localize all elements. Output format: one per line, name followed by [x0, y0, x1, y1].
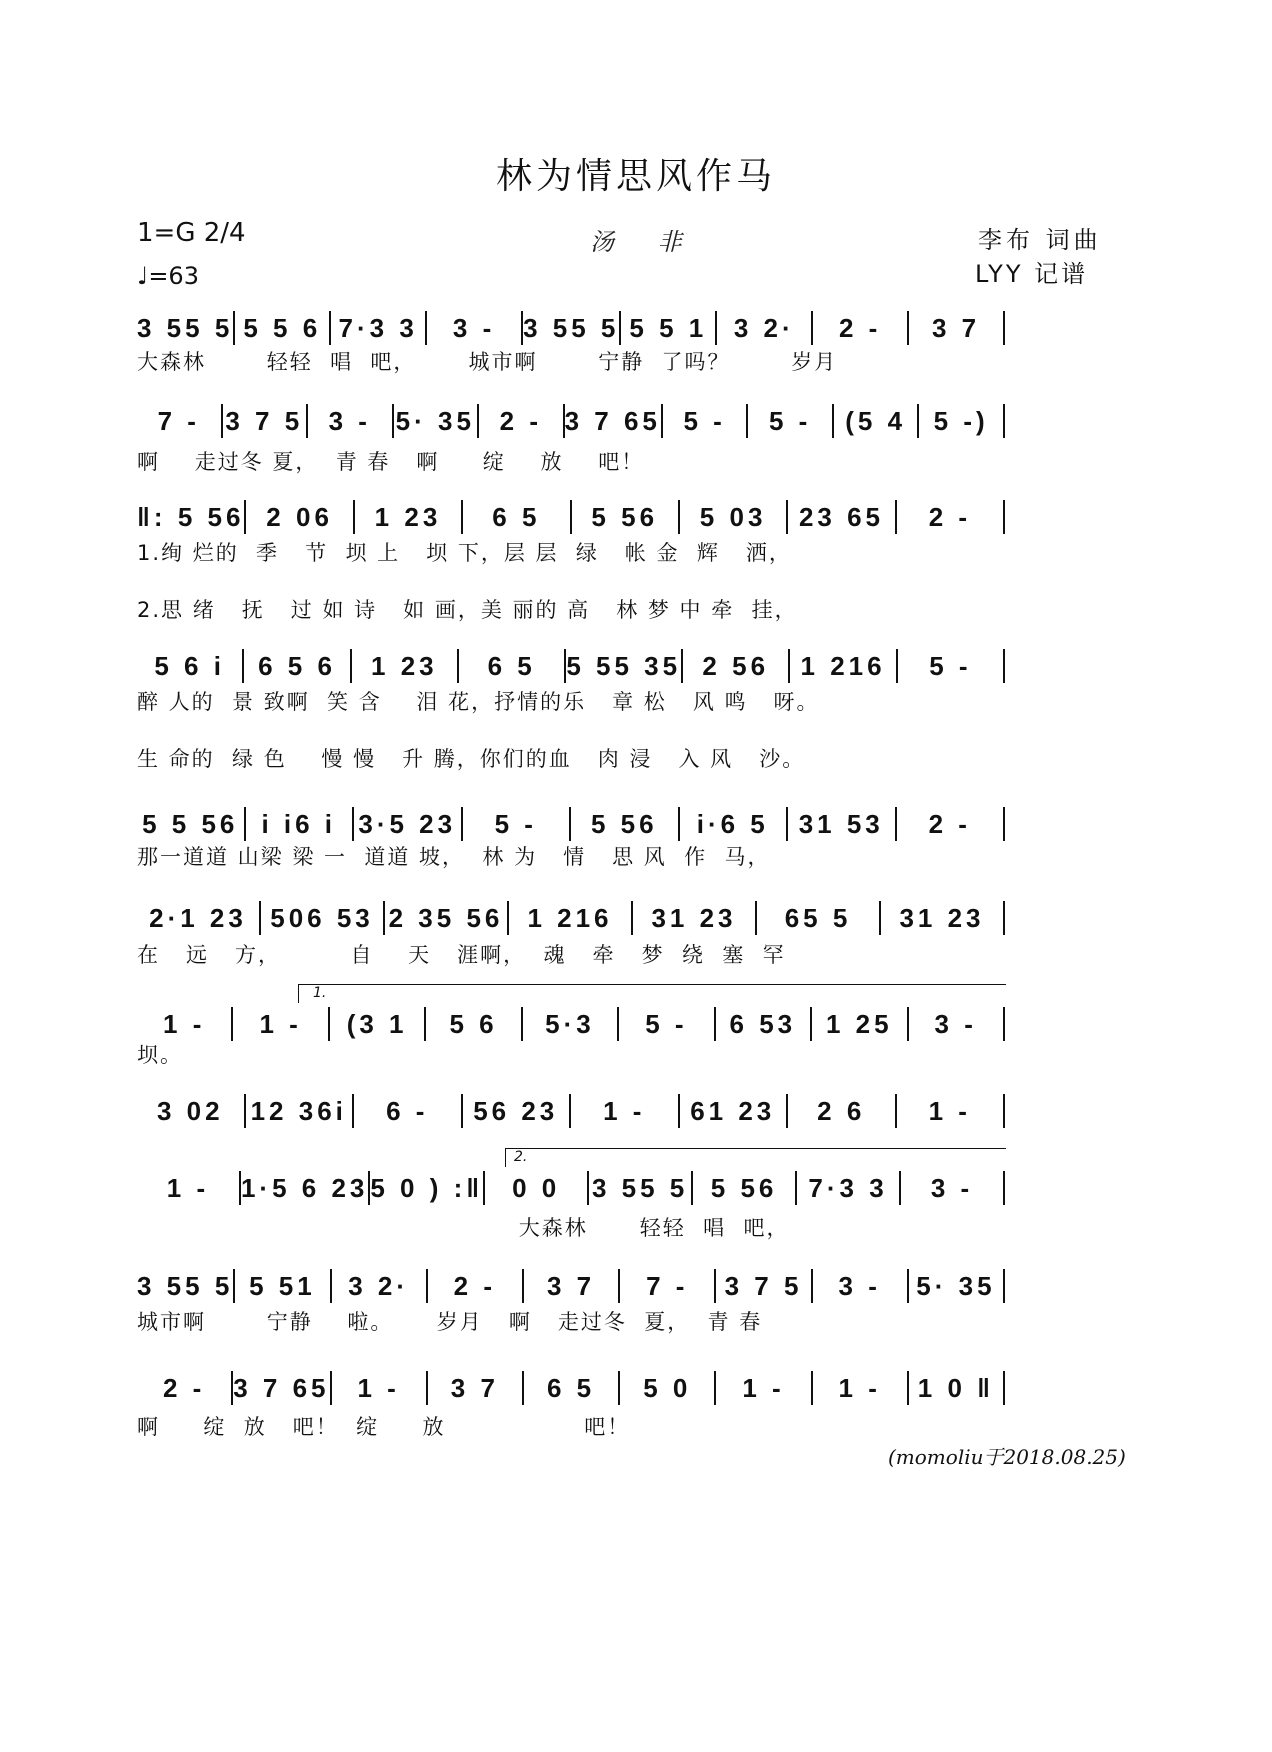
volta-bracket-2 [505, 1148, 1006, 1167]
measure: 5 - [494, 808, 537, 839]
notation-line [137, 311, 1005, 345]
notation-line [137, 404, 1005, 438]
transcriber: LYY 记谱 [975, 260, 1089, 288]
measure: 7·3 3 [338, 312, 418, 343]
transcription-signature: (momoliu于2018.08.25) [888, 1445, 1126, 1469]
lyrics-line: 生 命的 绿 色 慢 慢 升 腾，你们的血 肉 浸 入 风 沙。 [137, 747, 806, 771]
measure: 3 55 5 [523, 312, 620, 343]
measure: 3 7 5 [225, 405, 304, 436]
measure: 5 - [929, 650, 972, 681]
measure: 3 55 5 [137, 312, 234, 343]
measure: 1 - [603, 1095, 646, 1126]
measure: i i6 i [261, 808, 337, 839]
measure: i·6 5 [696, 808, 769, 839]
measure: 1 25 [825, 1008, 893, 1039]
measure: 6 5 [546, 1372, 596, 1403]
measure: 5 - [768, 405, 812, 436]
measure: 3 55 5 [591, 1172, 689, 1203]
measure: 1 23 [374, 501, 442, 532]
measure: 2·1 23 [149, 902, 247, 933]
measure: 2 - [162, 1372, 206, 1403]
measure: 3 7 5 [724, 1270, 803, 1301]
volta-label: 2. [514, 1149, 528, 1165]
measure: 1 - [838, 1372, 881, 1403]
measure: (3 1 [346, 1008, 408, 1039]
barline [1003, 649, 1005, 683]
measure: 6 53 [729, 1008, 797, 1039]
measure: 3 7 [932, 312, 981, 343]
barline [1003, 1371, 1005, 1405]
measure: 7 - [646, 1270, 689, 1301]
measure: 1 216 [800, 650, 886, 681]
measure: 7 - [157, 405, 200, 436]
measure: 3 - [934, 1008, 977, 1039]
measure: 1 - [163, 1008, 206, 1039]
volta-label: 1. [313, 985, 327, 1001]
measure: 0 0 [512, 1172, 561, 1203]
measure: 61 23 [690, 1095, 776, 1126]
notation-line [137, 1269, 1005, 1303]
measure: 5 5 56 [142, 808, 239, 839]
lyrics-line: 城市啊 宁静 啦。 岁月 啊 走过冬 夏， 青 春 [137, 1310, 763, 1334]
measure: 3 02 [156, 1095, 224, 1126]
key-signature: 1=G 2/4 [137, 218, 246, 248]
measure: 2 - [928, 808, 971, 839]
measure: 1 - [259, 1008, 302, 1039]
measure: 5 6 [449, 1008, 498, 1039]
measure: 23 65 [798, 501, 885, 532]
barline [1003, 807, 1005, 841]
measure: 5 - [683, 405, 726, 436]
measure: 31 53 [798, 808, 884, 839]
lyrics-line: 醉 人的 景 致啊 笑 含 泪 花，抒情的乐 章 松 风 鸣 呀。 [137, 690, 820, 714]
measure: 2 6 [817, 1095, 866, 1126]
tempo-mark: ♩=63 [137, 262, 199, 290]
lyrics-line: 啊 绽 放 吧！ 绽 放 吧！ [137, 1415, 631, 1439]
measure: (5 4 [845, 405, 907, 436]
measure: 3 2· [733, 312, 795, 343]
measure: ‖: 5 56 [137, 501, 245, 532]
measure: 2 56 [702, 650, 770, 681]
notation-line [137, 1371, 1005, 1405]
measure: 5 56 [591, 501, 659, 532]
barline [1003, 1007, 1005, 1041]
measure: 6 - [386, 1095, 429, 1126]
notation-line [137, 500, 1005, 534]
measure: 56 23 [473, 1095, 559, 1126]
measure: 2 - [499, 405, 542, 436]
measure: 5 6 i [154, 650, 225, 681]
lyrics-line: 2.思 绪 抚 过 如 诗 如 画，美 丽的 高 林 梦 中 牵 挂， [137, 598, 798, 622]
measure: 1 216 [527, 902, 613, 933]
barline [1003, 404, 1005, 438]
measure: 1 23 [371, 650, 438, 681]
singer: 汤 非 [590, 228, 700, 256]
measure: 1 0 ‖ [917, 1372, 995, 1403]
notation-line [137, 807, 1005, 841]
measure: 2 06 [266, 501, 333, 532]
measure: 7·3 3 [808, 1172, 888, 1203]
measure: 5 55 35 [566, 650, 682, 681]
measure: 31 23 [651, 902, 737, 933]
measure: 5 0 [643, 1372, 692, 1403]
barline [1003, 1171, 1005, 1205]
notation-line [137, 1094, 1005, 1128]
measure: 5 56 [590, 808, 658, 839]
measure: 6 5 [487, 650, 536, 681]
lyrics-line: 大森林 轻轻 唱 吧， [137, 1216, 790, 1240]
measure: 31 23 [899, 902, 985, 933]
measure: 5·3 [545, 1008, 595, 1039]
measure: 3·5 23 [358, 808, 457, 839]
measure: 5 51 [249, 1270, 316, 1301]
measure: 1 - [357, 1372, 400, 1403]
lyrics-line: 1.绚 烂的 季 节 坝 上 坝 下，层 层 绿 帐 金 辉 洒， [137, 541, 792, 565]
measure: 5 - [645, 1008, 688, 1039]
barline [1003, 311, 1005, 345]
measure: 5 5 6 [243, 312, 322, 343]
measure: 1 - [742, 1372, 785, 1403]
measure: 2 - [838, 312, 882, 343]
notation-line [137, 901, 1005, 935]
measure: 5 0 ) :‖ [370, 1172, 484, 1203]
barline [1003, 500, 1005, 534]
measure: 5 5 1 [629, 312, 708, 343]
measure: 3 7 65 [233, 1372, 330, 1403]
notation-line [137, 1007, 1005, 1041]
measure: 3 55 5 [137, 1270, 234, 1301]
volta-bracket-1 [298, 984, 1006, 1003]
lyrics-line: 大森林 轻轻 唱 吧， 城市啊 宁静 了吗？ 岁月 [137, 350, 838, 374]
lyrics-line: 在 远 方， 自 天 涯啊， 魂 牵 梦 绕 塞 罕 [137, 943, 786, 967]
notation-line [137, 1171, 1005, 1205]
measure: 2 35 56 [388, 902, 504, 933]
measure: 12 36i [250, 1095, 347, 1126]
barline [1003, 1094, 1005, 1128]
measure: 5· 35 [395, 405, 475, 436]
measure: 3 7 [546, 1270, 596, 1301]
measure: 5 -) [933, 405, 989, 436]
measure: 2 - [928, 501, 972, 532]
barline [1003, 901, 1005, 935]
measure: 1 - [928, 1095, 971, 1126]
barline [1003, 1269, 1005, 1303]
measure: 6 5 6 [258, 650, 336, 681]
measure: 3 - [838, 1270, 881, 1301]
composer: 李布 词曲 [978, 226, 1102, 254]
measure: 3 - [328, 405, 371, 436]
measure: 5 56 [710, 1172, 778, 1203]
notation-line [137, 649, 1005, 683]
measure: 3 2· [348, 1270, 410, 1301]
measure: 1 - [166, 1172, 210, 1203]
lyrics-line: 啊 走过冬 夏， 青 春 啊 绽 放 吧！ [137, 450, 645, 474]
measure: 3 7 65 [564, 405, 661, 436]
measure: 2 - [453, 1270, 497, 1301]
measure: 3 - [452, 312, 496, 343]
measure: 3 7 [450, 1372, 499, 1403]
measure: 6 5 [492, 501, 541, 532]
lyrics-line: 坝。 [137, 1043, 183, 1067]
song-title: 林为情思风作马 [495, 156, 776, 197]
lyrics-line: 那一道道 山梁 梁 一 道道 坡， 林 为 情 思 风 作 马， [137, 845, 771, 869]
measure: 5· 35 [916, 1270, 996, 1301]
measure: 506 53 [270, 902, 374, 933]
measure: 3 - [930, 1172, 974, 1203]
measure: 65 5 [784, 902, 852, 933]
measure: 1·5 6 23 [240, 1172, 369, 1203]
measure: 5 03 [699, 501, 767, 532]
